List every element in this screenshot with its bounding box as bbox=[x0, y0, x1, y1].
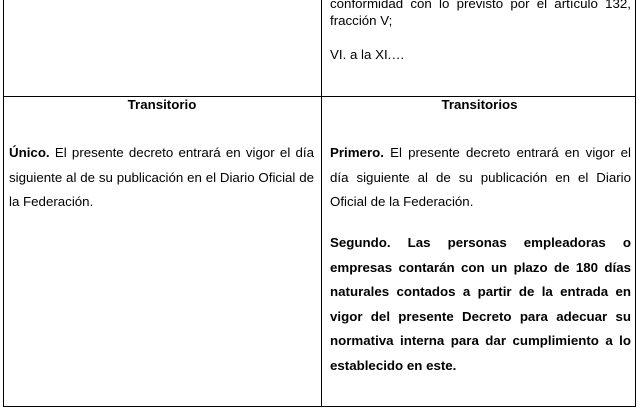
paragraph-unico bbox=[9, 141, 314, 215]
text-primero: El presente decreto entrará en vigor el día siguiente al de su publicación en el Diario Oficial de la Federación. bbox=[330, 145, 631, 209]
paragraph-primero bbox=[330, 141, 631, 215]
table-border-middle bbox=[321, 0, 322, 407]
left-transitory-text bbox=[9, 141, 314, 215]
article-continuation bbox=[330, 0, 631, 63]
right-transitory-second bbox=[330, 231, 631, 378]
lead-unico: Único. bbox=[9, 145, 50, 160]
lead-primero: Primero. bbox=[330, 145, 384, 160]
heading-transitorio: Transitorio bbox=[127, 97, 197, 112]
table-border-bottom bbox=[3, 406, 636, 407]
right-transitory-text bbox=[330, 141, 631, 215]
paragraph-segundo: Segundo. Las personas empleadoras o empresas contarán con un plazo de 180 días naturales contados a partir de la entrada en vigor del presente Decreto para adecuar su normativa interna para dar cumplimiento a lo establecido en este. bbox=[330, 235, 631, 373]
continuation-fractions: VI. a la XI.… bbox=[330, 47, 405, 62]
text-unico: El presente decreto entrará en vigor el día siguiente al de su publicación en el Diario Oficial de la Federación. bbox=[9, 145, 314, 209]
continuation-line: conformidad con lo previsto por el artículo 132, fracción V; bbox=[330, 0, 631, 28]
table-border-left bbox=[3, 0, 4, 407]
table-border-right bbox=[635, 0, 636, 407]
heading-transitorios: Transitorios bbox=[441, 97, 518, 112]
